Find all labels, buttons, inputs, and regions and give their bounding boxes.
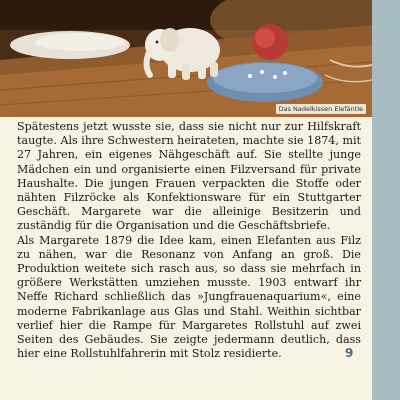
page-number: 9 [345, 346, 354, 360]
header-photo [0, 0, 372, 117]
elephant-pincushion-photo [0, 0, 372, 117]
sidebar-strip [372, 0, 400, 400]
photo-caption: Das Nadelkissen Elefäntle [276, 104, 366, 114]
article-paragraph-2: Als Margarete 1879 die Idee kam, einen Elefanten aus Filz zu nähen, war die Resonanz von Anfang an groß. Die Produktion weitete sich rasch aus, so dass sie mehrfach in größere Werkstätten umziehen musste. 1903 entwarf ihr Neffe Richard schließlich das »Jungfrauenaquarium«, eine moderne Fabrikanlage aus Glas und Stahl. Weithin sichtbar verlief hier die Rampe für Margaretes Rollstuhl auf zwei Seiten des Gebäudes. Sie zeigte jedermann deutlich, dass hier eine Rollstuhlfahrerin mit Stolz residierte. [17, 233, 361, 361]
article-paragraph-1: Spätestens jetzt wusste sie, dass sie nicht nur zur Hilfskraft taugte. Als ihre Schwestern heirateten, machte sie 1874, mit 27 Jahren, ein eigenes Nähgeschäft auf. Sie stellte junge Mädchen ein und organisierte einen Filzversand für private Haushalte. Die jungen Frauen verpackten die Stoffe oder nähten Filzröcke als Konfektionsware für ein Stuttgarter Geschäft. Margarete war die alleinige Besitzerin und zuständig für die Organisation und die Geschäftsbriefe. [17, 120, 361, 233]
article-body [17, 120, 361, 361]
